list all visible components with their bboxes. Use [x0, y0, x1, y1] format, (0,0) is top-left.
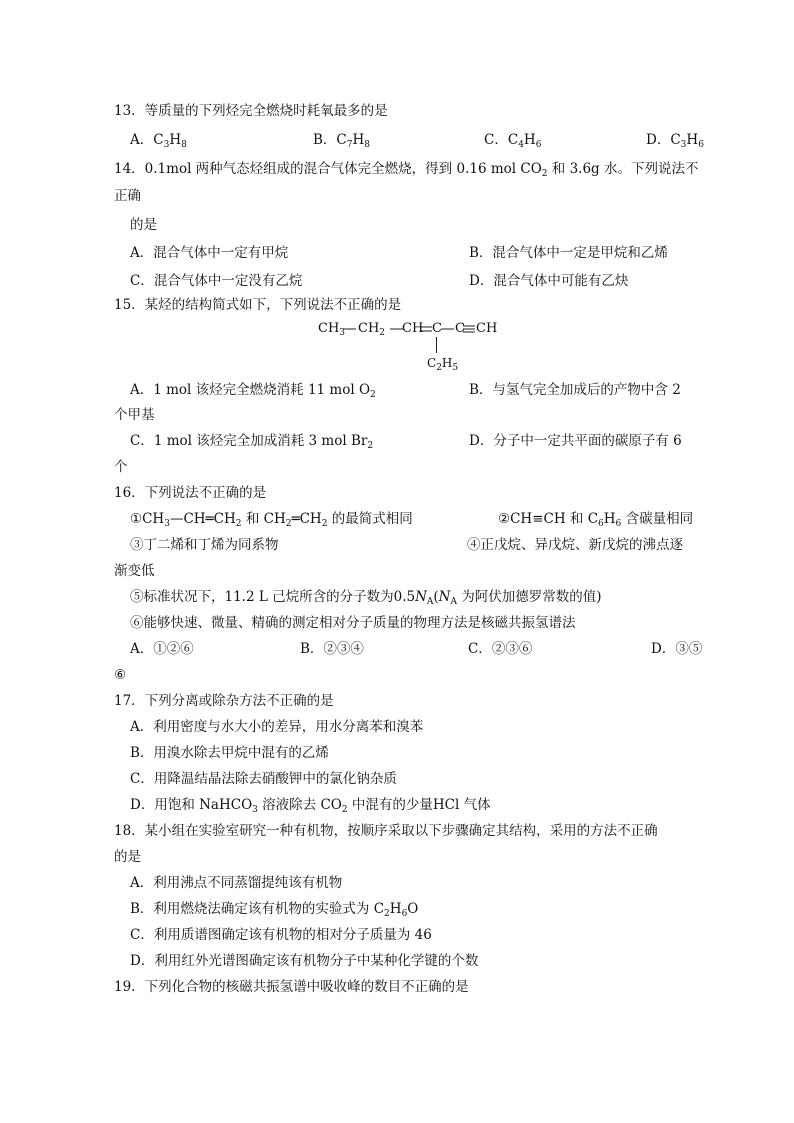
q17-option-c[interactable]: C．用降温结晶法除去硝酸钾中的氯化钠杂质	[130, 771, 397, 787]
q16-statement-5: ⑤标准状况下，11.2 L 己烷所含的分子数为$0.5N_A(N_A$ 为阿伏加德罗常数的值)	[130, 589, 602, 607]
q14-stem-line2: 正确	[114, 188, 141, 204]
q16-option-d-cont: ⑥	[114, 667, 127, 683]
q16-statement-2: ②CH≡CH 和 $C_6H_6$ 含碳量相同	[498, 511, 694, 529]
struct-ethyl: $C_2H_5$	[427, 356, 459, 373]
q18-stem: 18．某小组在实验室研究一种有机物，按顺序采取以下步骤确定其结构，采用的方法不正确	[114, 823, 658, 839]
q18-option-c[interactable]: C．利用质谱图确定该有机物的相对分子质量为 46	[130, 927, 432, 943]
q15-structural-formula	[318, 320, 518, 372]
q17-option-a[interactable]: A．利用密度与水大小的差异，用水分离苯和溴苯	[130, 719, 424, 735]
q13-stem: 13．等质量的下列烃完全燃烧时耗氧最多的是	[114, 103, 388, 119]
q16-statement-3: ③丁二烯和丁烯为同系物	[130, 537, 279, 553]
q18-stem-cont: 的是	[114, 849, 141, 865]
q14-option-a[interactable]: A．混合气体中一定有甲烷	[130, 245, 289, 261]
q16-option-b[interactable]: B．②③④	[300, 641, 364, 657]
q14-stem-line3: 的是	[130, 217, 157, 233]
q15-option-a[interactable]: A．1 mol 该烃完全燃烧消耗 11 mol $O_2$	[130, 382, 376, 400]
struct-ch2: $CH_2$	[358, 321, 386, 338]
q16-statement-1: $①CH_3—CH═CH_2$ 和 $CH_2═CH_2$ 的最简式相同	[130, 511, 413, 529]
q16-statement-4: ④正戊烷、异戊烷、新戊烷的沸点逐	[467, 537, 683, 553]
q13-option-c[interactable]: C．$C_4H_6$	[484, 132, 542, 150]
q15-option-c[interactable]: C．1 mol 该烃完全加成消耗 3 mol $Br_2$	[130, 433, 374, 451]
q16-option-a[interactable]: A．①②⑥	[130, 641, 194, 657]
q14-option-b[interactable]: B．混合气体中一定是甲烷和乙烯	[469, 245, 668, 261]
struct-ch-end: CH	[476, 321, 498, 336]
q18-option-d[interactable]: D．利用红外光谱图确定该有机物分子中某种化学键的个数	[130, 953, 479, 969]
q14-stem-line1: 14．0.1mol 两种气态烃组成的混合气体完全燃烧，得到 0.16 mol $CO_2$ 和 3.6g 水。下列说法不	[114, 161, 699, 179]
struct-ch: CH	[402, 321, 424, 336]
q13-option-a[interactable]: A．$C_3H_8$	[130, 132, 187, 150]
q16-option-d[interactable]: D．③⑤	[651, 641, 703, 657]
q15-option-d[interactable]: D．分子中一定共平面的碳原子有 6	[469, 433, 682, 449]
q14-option-d[interactable]: D．混合气体中可能有乙炔	[469, 273, 629, 289]
q18-option-a[interactable]: A．利用沸点不同蒸馏提纯该有机物	[130, 875, 343, 891]
q17-stem: 17．下列分离或除杂方法不正确的是	[114, 693, 334, 709]
q15-stem: 15．某烃的结构简式如下，下列说法不正确的是	[114, 297, 402, 313]
q18-option-b[interactable]: B．利用燃烧法确定该有机物的实验式为 $C_2H_6O$	[130, 901, 419, 919]
q15-option-d-cont: 个	[114, 459, 128, 475]
struct-c2: C	[455, 321, 465, 336]
q16-stem: 16．下列说法不正确的是	[114, 485, 267, 501]
struct-c1: C	[432, 321, 442, 336]
q17-option-b[interactable]: B．用溴水除去甲烷中混有的乙烯	[130, 745, 329, 761]
q16-statement-4-cont: 渐变低	[114, 563, 155, 579]
q13-option-d[interactable]: D．$C_3H_6$	[646, 132, 704, 150]
q16-statement-6: ⑥能够快速、微量、精确的测定相对分子质量的物理方法是核磁共振氢谱法	[130, 615, 576, 631]
q16-option-c[interactable]: C．②③⑥	[468, 641, 533, 657]
q14-option-c[interactable]: C．混合气体中一定没有乙烷	[130, 273, 303, 289]
q19-stem: 19．下列化合物的核磁共振氢谱中吸收峰的数目不正确的是	[114, 979, 469, 995]
q15-option-b-cont: 个甲基	[114, 407, 155, 423]
q13-option-b[interactable]: B．$C_7H_8$	[313, 132, 371, 150]
q15-option-b[interactable]: B．与氢气完全加成后的产物中含 2	[469, 382, 681, 398]
struct-ch3: $CH_3$	[318, 321, 346, 338]
q17-option-d[interactable]: D．用饱和 NaHCO$_3$ 溶液除去 $CO_2$ 中混有的少量HCl 气体	[130, 797, 491, 815]
